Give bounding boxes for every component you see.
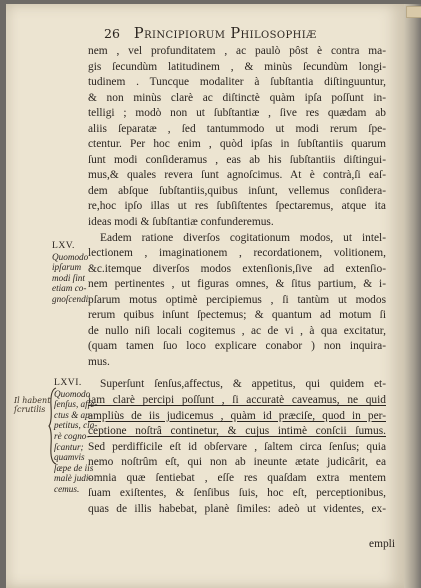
handwritten-bracket [48, 386, 58, 466]
text-line: nem , vel profunditatem , ac paulò pôst è contra ma- [88, 45, 386, 57]
margin-note-line: cemus. [54, 483, 80, 494]
text-line: quas de illis habebat, planè ſimiles: adeò ut videntes, ex- [88, 502, 386, 515]
text-line: (quam tamen ſuo loco explicare conabor ) non inquira- [88, 340, 386, 353]
underlined-text: ceptione noſtrâ continetur, & cujus intimè conſcii ſumus. [88, 425, 386, 438]
underlined-text: iam clarè percipi poſſunt , ſi accuratè caveamus, ne quid [88, 394, 386, 407]
text-line: ctentur. Per hoc enim , quòd ipſas in ſubſtantiis quarum [88, 138, 386, 151]
text-line: aliis ſeparatæ , ſed tantummodo ut modi rerum ſpe- [88, 122, 386, 135]
text-line: Eadem ratione diverſos cogitationum modos, ut intel- [100, 231, 386, 244]
text-line: &c.itemque diverſos modos extenſionis,ſive ad extenſio- [88, 262, 386, 275]
margin-note-line: quamvis [54, 452, 85, 463]
margin-note-line: ſcantur; [54, 441, 84, 452]
text-line: Sed perdifficile eſt id obſervare , ſaltem circa ſenſus; quia [88, 440, 386, 453]
margin-note-line: rè cogno- [54, 430, 90, 441]
text-line: mus,& quales revera ſunt agnoſcimus. At è contrà,ſi eaſ- [88, 169, 386, 182]
main-text [88, 44, 386, 517]
text-line: mus. [88, 355, 110, 368]
catchword: empli [369, 538, 395, 550]
underlined-text: quàm id præciſe, quod in per- [223, 409, 386, 422]
text-line: ſunt modi conſideramus , eas ab his ſubſtantiis diſtingui- [88, 153, 386, 166]
text-line: ideas modi & ſubſtantiæ confunderemus. [88, 216, 274, 229]
running-title: Principiorum Philosophiæ [133, 26, 317, 42]
page-header [104, 26, 395, 42]
margin-note-lxvi [54, 378, 97, 495]
handwritten-annotation [14, 396, 50, 414]
margin-note-number: LXVI. [54, 377, 82, 388]
margin-note-number: LXV. [52, 240, 75, 251]
margin-note-line: Quomodo [52, 251, 89, 262]
margin-note-line: petitus, cla- [54, 420, 98, 431]
text-line: dem abſque ſubſtantiis,quibus inſunt, vellemus conſidera- [88, 184, 386, 197]
text-line: de nullo niſi locali cogitemus , ac de vi , à qua excitatur, [88, 324, 386, 337]
text-line: gis ſecundùm latitudinem , & minùs ſecundùm longi- [88, 60, 386, 73]
page-edge [404, 4, 421, 588]
margin-note-line: ſæpe de iis [54, 462, 94, 473]
margin-note-line: gnoſcendi. [52, 293, 91, 304]
text-line: lectionem , imaginationem , recordationem, volitionem, [88, 247, 386, 260]
text-line: omnia quæ ſentiebat , eſſe res quaſdam extra mentem [88, 471, 386, 484]
text-line: & non minùs clarè ac diſtinctè quàm ipſa poſſunt in- [88, 91, 386, 104]
margin-note-line: ipſarum [52, 262, 82, 273]
text-line: pſarum motus optimè percipiemus , ſi tantùm ut modos [88, 293, 386, 306]
text-line: re,hoc ipſo illas ut res ſubſiſtentes ſpectaremus, atque ita [88, 200, 386, 213]
text-line: rerum quibus inſunt ſpectemus; & quantum ad motum ſi [88, 309, 386, 322]
margin-note-line: ctus & ap- [54, 409, 93, 420]
text-line [88, 409, 386, 425]
underlined-text: ampliùs de iis judicemus , [88, 409, 224, 422]
handwritten-line: Il habent [14, 396, 51, 405]
text-line: nemo noſtrûm eſt, qui non ab ineunte ætate judicârit, ea [88, 456, 386, 469]
text-line [88, 424, 386, 440]
margin-note-line: malè judi- [54, 473, 92, 484]
margin-note-line: ſenſus, affe- [54, 399, 98, 410]
text-line: nem pertinentes , ut figuras omnes, & ſitus partium, & i- [88, 278, 386, 291]
margin-note-line: Quomodo [54, 388, 91, 399]
text-line: ſuam exiſtentes, & ſenſibus ſuis, hoc eſt, perceptionibus, [88, 487, 386, 500]
margin-note-line: etiam co- [52, 283, 87, 294]
page-number: 26 [104, 26, 120, 41]
text-line [88, 393, 386, 409]
margin-note-line: modi ſint [52, 272, 85, 283]
bookmark-tab [406, 6, 421, 18]
text-line: tudinem . Tuncque modaliter à ſubſtantia diſtinguuntur, [88, 76, 386, 89]
text-line: telligi ; modò non ut ſubſtantiæ , ſive res quædam ab [88, 107, 386, 120]
margin-note-lxv [52, 241, 91, 305]
text-line: Superſunt ſenſus,affectus, & appetitus, qui quidem et- [100, 378, 386, 391]
handwritten-line: ſcrutilis [14, 405, 46, 414]
